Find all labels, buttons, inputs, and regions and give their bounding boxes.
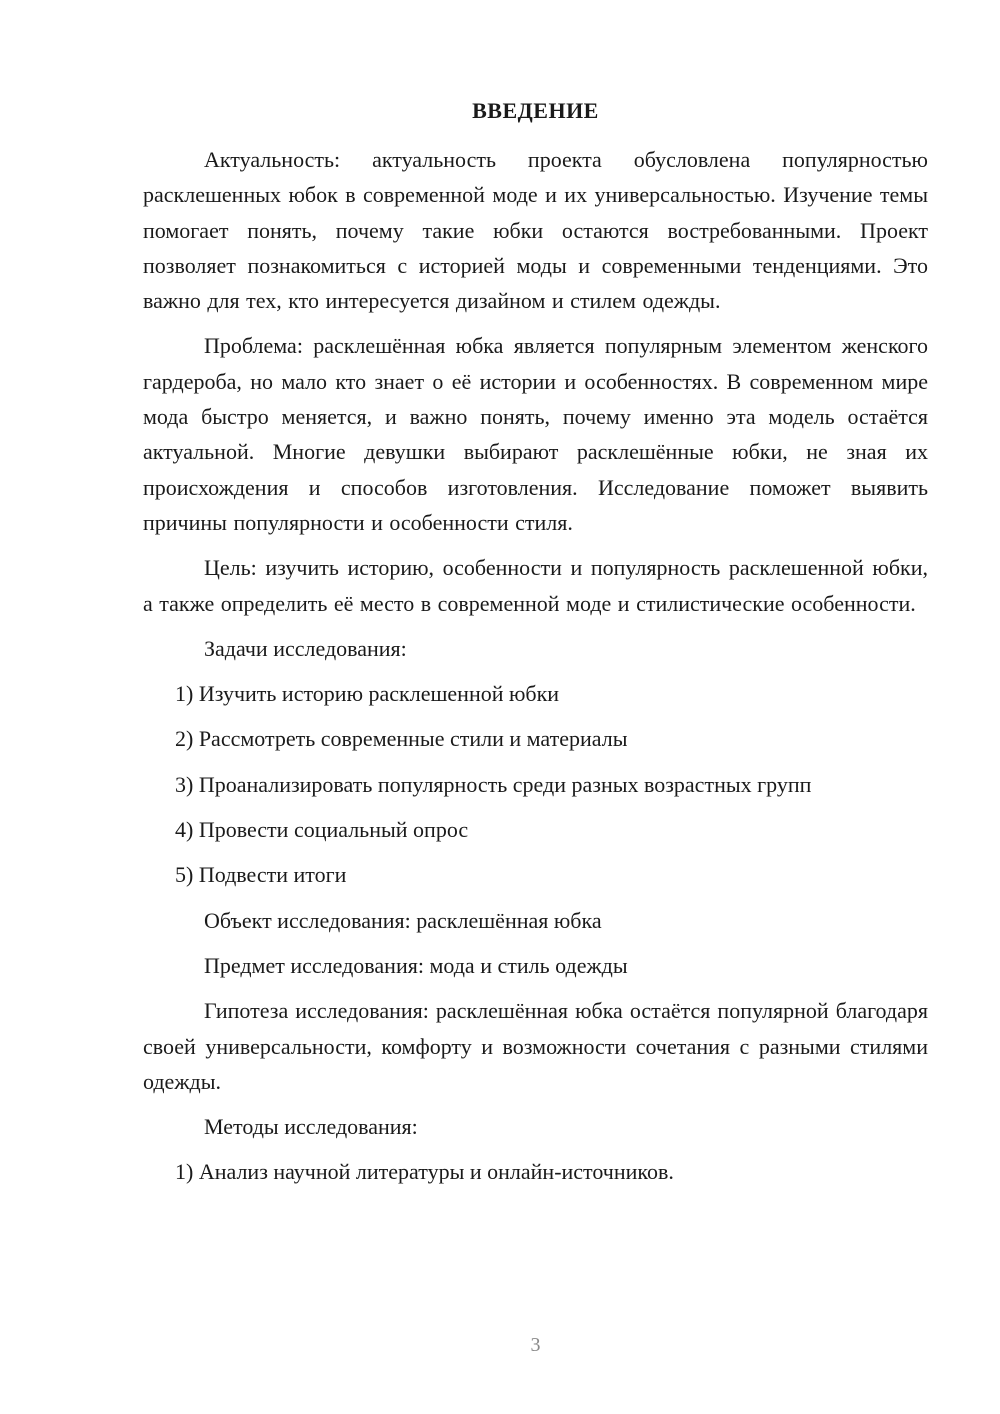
task-item-5: 5) Подвести итоги [175, 862, 347, 888]
task-item-2: 2) Рассмотреть современные стили и материалы [175, 726, 628, 752]
task-item-3: 3) Проанализировать популярность среди разных возрастных групп [175, 771, 812, 797]
goal-paragraph: Цель: изучить историю, особенности и популярность расклешенной юбки, а также определить её место в современной моде и стилистические особенности. [143, 555, 928, 616]
task-item-4: 4) Провести социальный опрос [175, 817, 469, 843]
page-number: 3 [530, 1334, 541, 1356]
method-item-1: 1) Анализ научной литературы и онлайн-источников. [175, 1159, 674, 1185]
document-body [143, 142, 928, 1200]
problem-paragraph: Проблема: расклешённая юбка является популярным элементом женского гардероба, но мало кто знает о её истории и особенностях. В современном мире мода быстро меняется, и важно понять, почему именно эта модель остаётся актуальной. Многие девушки выбирают расклешённые юбки, не зная их происхождения и способов изготовления. Исследование поможет выявить причины популярности и особенности стиля. [143, 333, 928, 535]
hypothesis-paragraph: Гипотеза исследования: расклешённая юбка остаётся популярной благодаря своей универсальности, комфорту и возможности сочетания с разными стилями одежды. [143, 998, 928, 1094]
document-page [143, 0, 928, 1414]
research-object: Объект исследования: расклешённая юбка [204, 907, 602, 933]
methods-title: Методы исследования: [204, 1114, 418, 1140]
task-item-1: 1) Изучить историю расклешенной юбки [175, 681, 560, 707]
relevance-paragraph: Актуальность: актуальность проекта обусловлена популярностью расклешенных юбок в современной моде и их универсальностью. Изучение темы помогает понять, почему такие юбки остаются востребованными. Проект позволяет познакомиться с историей моды и современными тенденциями. Это важно для тех, кто интересуется дизайном и стилем одежды. [143, 147, 928, 314]
tasks-title: Задачи исследования: [204, 635, 407, 661]
research-subject: Предмет исследования: мода и стиль одежды [204, 952, 628, 978]
section-heading: ВВЕДЕНИЕ [472, 98, 599, 123]
